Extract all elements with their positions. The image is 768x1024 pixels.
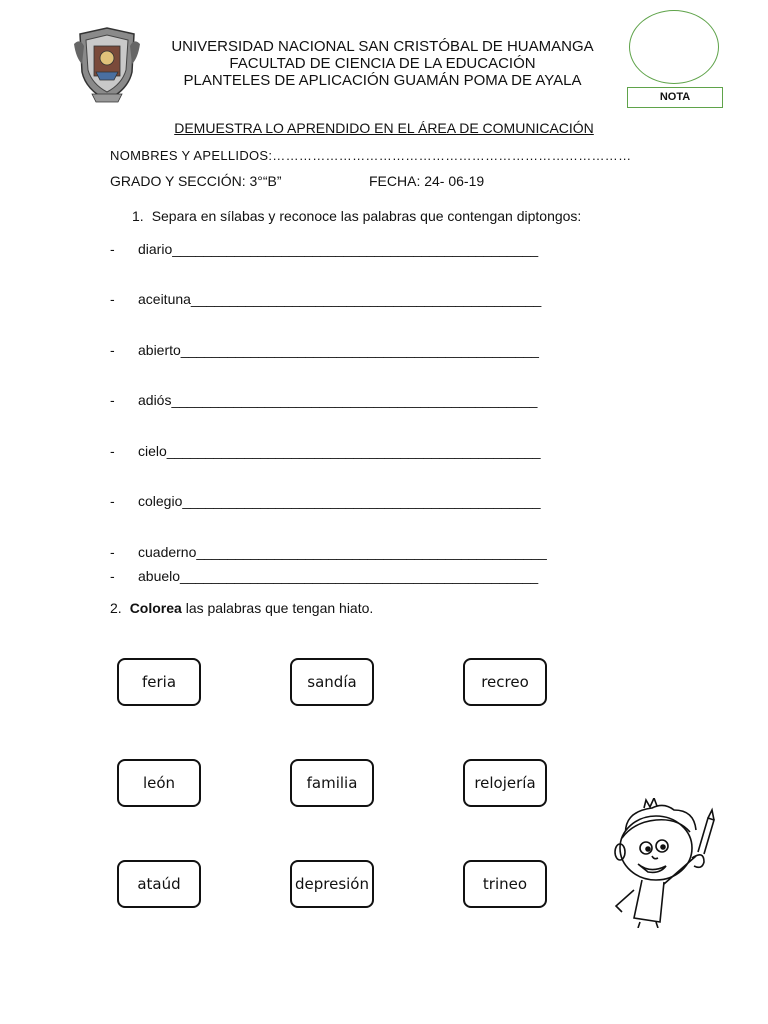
school-name: PLANTELES DE APLICACIÓN GUAMÁN POMA DE AYALA <box>183 72 582 89</box>
question-2-text: las palabras que tengan hiato. <box>181 600 374 616</box>
list-item: - cielo________________________________________________ <box>110 443 541 459</box>
word-box-sandia[interactable]: sandía <box>290 658 374 706</box>
grade-section-line: GRADO Y SECCIÓN: 3°“B” <box>110 173 282 189</box>
list-item: - abuelo______________________________________________ <box>110 568 539 584</box>
list-item: - cuaderno_____________________________________________ <box>110 544 547 560</box>
question-1-text: Separa en sílabas y reconoce las palabras que contengan diptongos: <box>151 208 582 224</box>
word-box-ataud[interactable]: ataúd <box>117 860 201 908</box>
nota-label: NOTA <box>627 87 723 108</box>
list-item: - aceituna_____________________________________________ <box>110 291 542 307</box>
list-item: - diario_______________________________________________ <box>110 241 539 257</box>
question-1 <box>132 208 581 224</box>
question-2-bold: Colorea <box>129 600 182 616</box>
faculty-name: FACULTAD DE CIENCIA DE LA EDUCACIÓN <box>229 55 536 72</box>
word-box-relojeria[interactable]: relojería <box>463 759 547 807</box>
word-box-trineo[interactable]: trineo <box>463 860 547 908</box>
word-box-recreo[interactable]: recreo <box>463 658 547 706</box>
word-box-feria[interactable]: feria <box>117 658 201 706</box>
word-box-leon[interactable]: león <box>117 759 201 807</box>
question-1-number: 1. <box>132 208 144 224</box>
names-field-line: NOMBRES Y APELLIDOS:……………………………………………………………………… <box>110 148 632 163</box>
list-item: - abierto______________________________________________ <box>110 342 539 358</box>
question-2-number: 2. <box>110 600 122 616</box>
word-box-depresion[interactable]: depresión <box>290 860 374 908</box>
university-crest-icon <box>72 24 142 104</box>
cartoon-boy-pencil-icon <box>604 798 734 928</box>
grade-oval <box>629 10 719 84</box>
question-2 <box>110 600 373 616</box>
page-title: DEMUESTRA LO APRENDIDO EN EL ÁREA DE COMUNICACIÓN <box>174 120 594 136</box>
word-box-familia[interactable]: familia <box>290 759 374 807</box>
list-item: - adiós_______________________________________________ <box>110 392 538 408</box>
university-name: UNIVERSIDAD NACIONAL SAN CRISTÓBAL DE HUAMANGA <box>171 38 594 55</box>
date-line: FECHA: 24- 06-19 <box>369 173 485 189</box>
list-item: - colegio______________________________________________ <box>110 493 541 509</box>
